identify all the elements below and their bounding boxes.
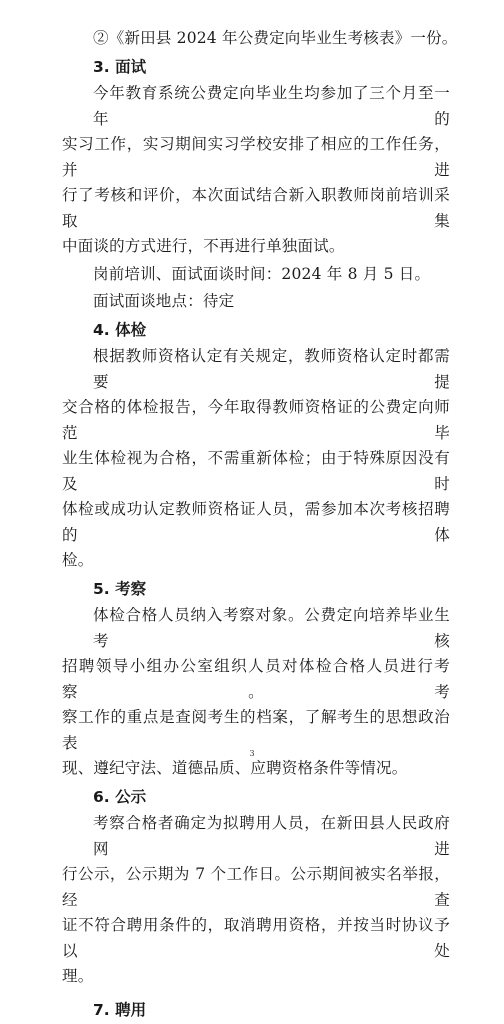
text-line: 实习工作，实习期间实习学校安排了相应的工作任务，并进 bbox=[62, 135, 450, 179]
text-line: 体检或成功认定教师资格证人员，需参加本次考核招聘的体 bbox=[62, 500, 450, 544]
text-line: 体检合格人员纳入考察对象。公费定向培养毕业生考核 bbox=[93, 606, 450, 650]
text-line: 现、遵纪守法、道德品质、应聘资格条件等情况。 bbox=[62, 759, 408, 777]
text-line: 业生体检视为合格，不需重新体检；由于特殊原因没有及时 bbox=[62, 449, 450, 493]
text-line: 岗前培训、面试面谈时间：2024 年 8 月 5 日。 bbox=[93, 264, 431, 283]
paragraph bbox=[62, 262, 450, 288]
text-line: 交合格的体检报告，今年取得教师资格证的公费定向师范毕 bbox=[62, 398, 450, 442]
text-line: 根据教师资格认定有关规定，教师资格认定时都需要提 bbox=[93, 347, 450, 391]
text-line: 中面谈的方式进行，不再进行单独面试。 bbox=[62, 237, 345, 255]
section-heading-inspection: 5. 考察 bbox=[93, 579, 147, 598]
document-body bbox=[62, 26, 458, 1024]
section-heading-physical-exam: 4. 体检 bbox=[93, 320, 147, 339]
text-line: 理。 bbox=[62, 967, 94, 985]
paragraph bbox=[62, 811, 450, 990]
paragraph bbox=[62, 81, 450, 260]
attachment-item: ②《新田县 2024 年公费定向毕业生考核表》一份。 bbox=[93, 29, 458, 47]
paragraph bbox=[62, 289, 450, 315]
text-line: 行公示，公示期为 7 个工作日。公示期间被实名举报，经查 bbox=[62, 865, 450, 909]
text-line: 行了考核和评价，本次面试结合新入职教师岗前培训采取集 bbox=[62, 186, 450, 230]
section-heading-publicity: 6. 公示 bbox=[93, 787, 147, 806]
text-line: 证不符合聘用条件的，取消聘用资格，并按当时协议予以处 bbox=[62, 916, 450, 960]
text-line: 面试面谈地点：待定 bbox=[93, 292, 235, 310]
text-line: 察工作的重点是查阅考生的档案，了解考生的思想政治表 bbox=[62, 708, 450, 752]
section-heading-employment: 7. 聘用 bbox=[93, 1000, 147, 1019]
paragraph bbox=[62, 344, 450, 574]
page-number: 3 bbox=[249, 749, 255, 758]
text-line: 招聘领导小组办公室组织人员对体检合格人员进行考察。考 bbox=[62, 657, 450, 701]
text-line: 考察合格者确定为拟聘用人员，在新田县人民政府网进 bbox=[93, 814, 450, 858]
text-line: 检。 bbox=[62, 551, 94, 569]
text-line: 今年教育系统公费定向毕业生均参加了三个月至一年的 bbox=[93, 84, 450, 128]
section-heading-interview: 3. 面试 bbox=[93, 57, 147, 76]
